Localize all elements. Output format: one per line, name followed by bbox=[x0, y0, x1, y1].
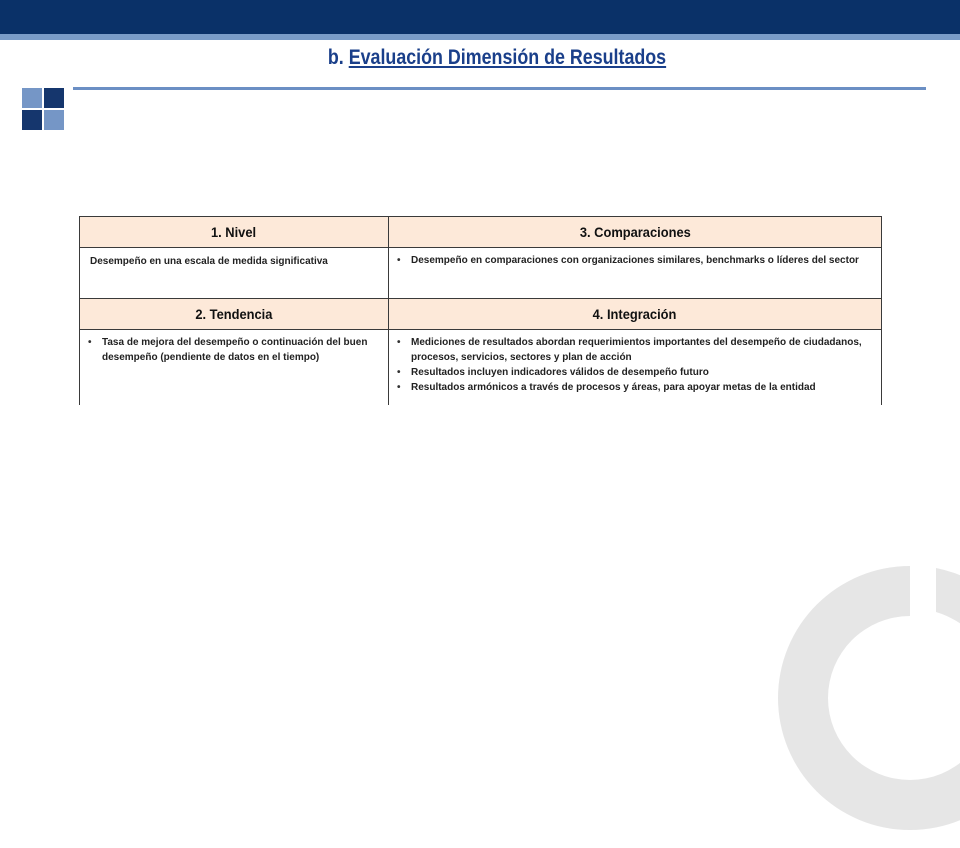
top-banner bbox=[0, 0, 960, 34]
cell-body-comparaciones bbox=[389, 248, 882, 299]
nivel-text: Desempeño en una escala de medida significativa bbox=[90, 256, 328, 267]
bullet-item: • Resultados armónicos a través de procesos y áreas, para apoyar metas de la entidad bbox=[407, 380, 875, 395]
cell-heading-integracion: 4. Integración bbox=[389, 299, 882, 330]
bullet-item: • Desempeño en comparaciones con organizaciones similares, benchmarks o líderes del sector bbox=[407, 253, 875, 268]
grid-logo-icon bbox=[22, 88, 66, 132]
cell-heading-tendencia: 2. Tendencia bbox=[80, 299, 389, 330]
matrix-header-row bbox=[80, 299, 882, 330]
cell-body-nivel bbox=[80, 248, 389, 299]
results-matrix bbox=[79, 216, 882, 405]
matrix-header-row bbox=[80, 217, 882, 248]
cell-heading-comparaciones: 3. Comparaciones bbox=[389, 217, 882, 248]
bullet-item: • Tasa de mejora del desempeño o continuación del buen desempeño (pendiente de datos en el tiempo) bbox=[98, 335, 382, 365]
cell-heading-nivel: 1. Nivel bbox=[80, 217, 389, 248]
matrix-body-row bbox=[80, 330, 882, 406]
cell-body-tendencia bbox=[80, 330, 389, 406]
title-divider bbox=[73, 87, 926, 90]
bullet-item: • Resultados incluyen indicadores válidos de desempeño futuro bbox=[407, 365, 875, 380]
slide-title bbox=[72, 46, 922, 70]
cell-body-integracion bbox=[389, 330, 882, 406]
bullet-item: • Mediciones de resultados abordan requerimientos importantes del desempeño de ciudadanos, procesos, servicios, sectores y plan de acción bbox=[407, 335, 875, 365]
banner-stripe bbox=[0, 34, 960, 40]
title-prefix: b. bbox=[327, 46, 349, 69]
title-main: Evaluación Dimensión de Resultados bbox=[348, 46, 667, 69]
watermark-logo-icon bbox=[760, 548, 960, 848]
matrix-body-row bbox=[80, 248, 882, 299]
